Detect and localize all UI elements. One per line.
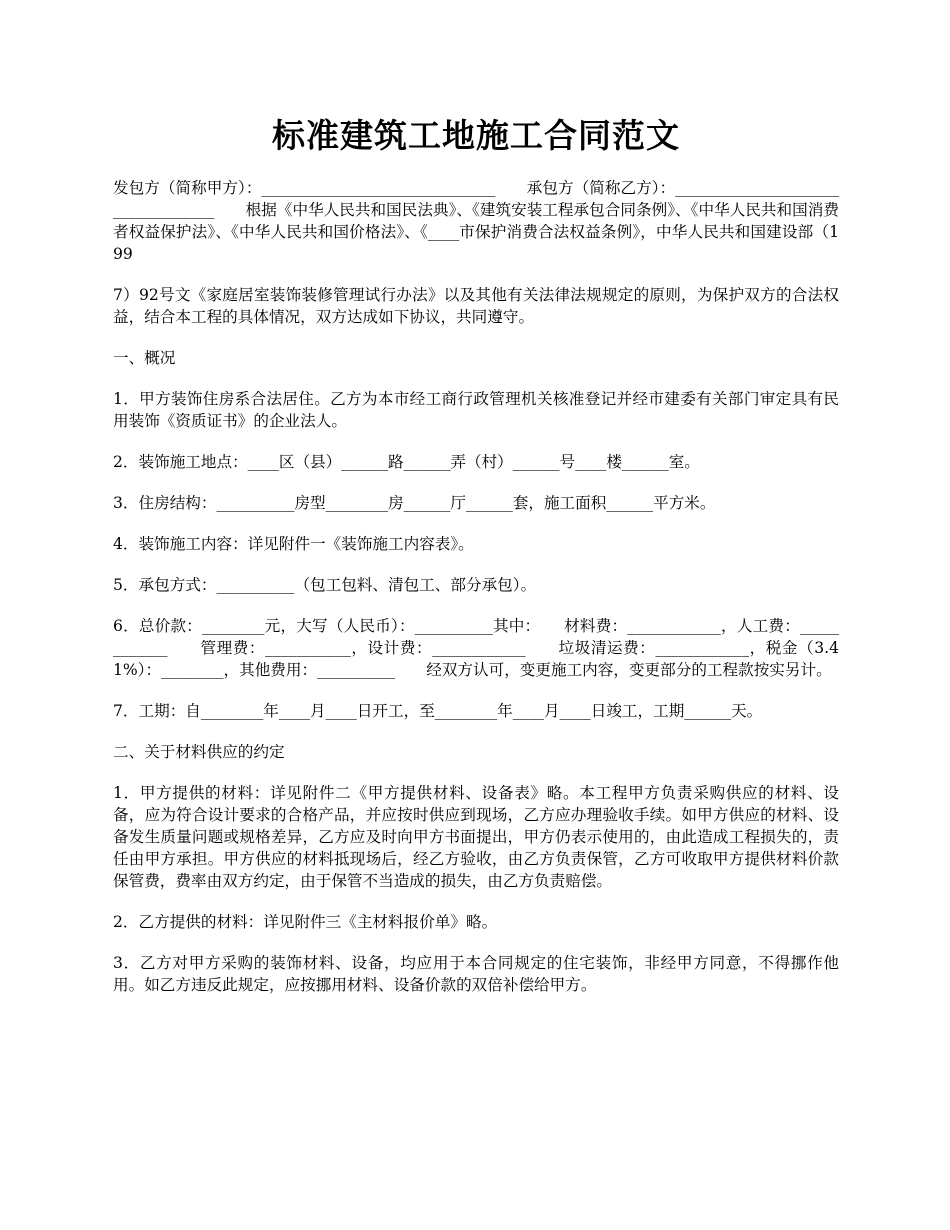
clause-1-2: 2．装饰施工地点：____区（县）______路______弄（村）______号____楼______室。 — [113, 453, 700, 471]
clause-1-6: 6．总价款：________元，大写（人民币）：__________其中： 材料费：____________，人工费：____________ 管理费：___________，设计费：____________ 垃圾清运费：____________，税金（3.41%）：________，其他费用：__________ 经双方认可，变更施工内容，变更部分的工程款按实另计。 — [113, 617, 839, 679]
clause-2-2: 2．乙方提供的材料：详见附件三《主材料报价单》略。 — [113, 913, 498, 931]
document-page — [113, 0, 839, 996]
clause-1-4: 4．装饰施工内容：详见附件一《装饰施工内容表》。 — [113, 535, 474, 553]
section-heading-materials: 二、关于材料供应的约定 — [113, 743, 285, 761]
clause-2-3: 3．乙方对甲方采购的装饰材料、设备，均应用于本合同规定的住宅装饰，非经甲方同意，不得挪作他用。如乙方违反此规定，应按挪用材料、设备价款的双倍补偿给甲方。 — [113, 954, 839, 994]
clause-1-5: 5．承包方式：__________（包工包料、清包工、部分承包）。 — [113, 576, 537, 594]
clause-1-1: 1．甲方装饰住房系合法居住。乙方为本市经工商行政管理机关核准登记并经市建委有关部门审定具有民用装饰《资质证书》的企业法人。 — [113, 390, 839, 430]
clause-1-7: 7．工期：自________年____月____日开工，至________年____月____日竣工，工期______天。 — [113, 702, 763, 720]
clause-1-3: 3．住房结构：__________房型________房______厅______套，施工面积______平方米。 — [113, 494, 716, 512]
contract-parties-paragraph: 发包方（简称甲方）：______________________________ 承包方（简称乙方）：__________________________________ 根据《中华人民共和国民法典》、《建筑安装工程承包合同条例》、《中华人民共和国消费者权益保护法》、《中华人民共和国价格法》、《____市保护消费合法权益条例》，中华人民共和国建设部（199 — [113, 179, 839, 263]
section-heading-overview: 一、概况 — [113, 349, 176, 367]
contract-basis-paragraph: 7）92号文《家庭居室装饰装修管理试行办法》以及其他有关法律法规规定的原则，为保护双方的合法权益，结合本工程的具体情况，双方达成如下协议，共同遵守。 — [113, 286, 839, 326]
clause-2-1: 1．甲方提供的材料：详见附件二《甲方提供材料、设备表》略。本工程甲方负责采购供应的材料、设备，应为符合设计要求的合格产品，并应按时供应到现场，乙方应办理验收手续。如甲方供应的材料、设备发生质量问题或规格差异，乙方应及时向甲方书面提出，甲方仍表示使用的，由此造成工程损失的，责任由甲方承担。甲方供应的材料抵现场后，经乙方验收，由乙方负责保管，乙方可收取甲方提供材料价款保管费，费率由双方约定，由于保管不当造成的损失，由乙方负责赔偿。 — [113, 784, 839, 890]
document-title: 标准建筑工地施工合同范文 — [272, 116, 680, 155]
